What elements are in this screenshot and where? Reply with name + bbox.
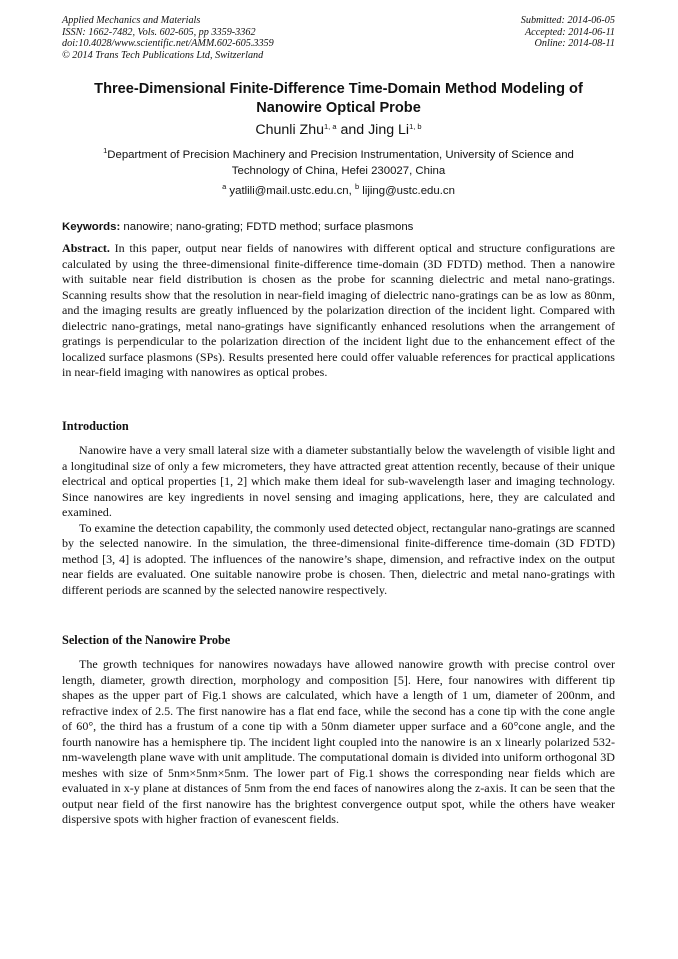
email-a-marker: a xyxy=(222,182,227,191)
abstract-text: In this paper, output near fields of nanowires with different optical and structure configurations are calculated by using the three-dimensional finite-difference time-domain (3D FDTD) method. Then a nanowire with suitable near field distribution is chosen as the probe for scanning dielectric and metal nano-gratings. Scanning results show that the resolution in near-field imaging of dielectric nano-gratings can be as low as 80nm, and the imaging results are greatly influenced by the polarization direction of the incident light. Compared with dielectric nano-gratings, metal nano-gratings have significantly enhanced resolutions when the arrangement of gratings is perpendicular to the polarization direction of the incident light due to the enhancement effect of the localized surface plasmons (SPs). Results presented here could offer valuable references for practical applications in near-field imaging with nanowires as optical probes. xyxy=(62,241,615,379)
issn-line: ISSN: 1662-7482, Vols. 602-605, pp 3359-3362 xyxy=(62,26,256,38)
author-list xyxy=(62,121,615,139)
abstract xyxy=(62,241,615,381)
selection-paragraph-1: The growth techniques for nanowires nowadays have allowed nanowire growth with precise control over length, diameter, growth direction, morphology and composition [5]. Here, four nanowires with different tip shapes as the upper part of Fig.1 shows are calculated, which have a length of 1 um, diameter of 200nm, and refractive index of 2.5. The first nanowire has a flat end face, while the second has a cone tip with the cone angle of 60°, the third has a frustum of a cone tip with a 50nm diameter upper surface and a 60°cone angle, and the fourth nanowire has a hemisphere tip. The incident light coupled into the nanowire is an x linearly polarized 532-nm-wavelength plane wave with unit amplitude. The computational domain is divided into uniform orthogonal 3D meshes with size of 5nm×5nm×5nm. The lower part of Fig.1 shows the corresponding near fields which are evaluated in x-y plane at distances of 5nm from the end faces of nanowires along the z-axis. It can be seen that the output near field of the first nanowire has the brightest convergence output spot, while the others have weaker dispersive spots with higher fraction of evanescent fields. xyxy=(62,657,615,826)
introduction-body xyxy=(62,443,615,598)
paper-title-line-1: Three-Dimensional Finite-Difference Time-Domain Method Modeling of xyxy=(94,81,583,97)
submitted-date: Submitted: 2014-06-05 xyxy=(520,15,615,26)
selection-body xyxy=(62,657,615,828)
email-a[interactable]: yatlili@mail.ustc.edu.cn, xyxy=(229,185,352,197)
keywords xyxy=(62,220,615,235)
paper-title-line-2: Nanowire Optical Probe xyxy=(256,100,421,116)
affiliation xyxy=(62,148,615,179)
affiliation-line-1: Department of Precision Machinery and Precision Instrumentation, University of Science and xyxy=(107,149,574,161)
introduction-heading: Introduction xyxy=(62,419,129,433)
keywords-text: nanowire; nano-grating; FDTD method; surface plasmons xyxy=(120,221,414,233)
publication-dates xyxy=(521,15,615,50)
accepted-date: Accepted: 2014-06-11 xyxy=(524,26,615,38)
doi-line: doi:10.4028/www.scientific.net/AMM.602-605.3359 xyxy=(62,38,274,49)
copyright-line: © 2014 Trans Tech Publications Ltd, Switzerland xyxy=(62,49,264,61)
journal-name: Applied Mechanics and Materials xyxy=(62,15,201,26)
keywords-label: Keywords: xyxy=(62,221,121,233)
selection-heading: Selection of the Nanowire Probe xyxy=(62,633,231,647)
email-b[interactable]: lijing@ustc.edu.cn xyxy=(362,185,455,197)
author-2-affil: 1, b xyxy=(409,122,422,131)
paper-title xyxy=(62,80,615,118)
author-conjunction: and xyxy=(336,122,369,138)
introduction-paragraph-1: Nanowire have a very small lateral size with a diameter substantially below the wavelength of visible light and a longitudinal size of only a few micrometers, they have attracted great attention recently, because of their unique electrical and optical properties [1, 2] which make them ideal for sub-wavelength laser and imaging technology. Since nanowires are key ingredients in novel sensing and imaging applications, here, they are calculated and examined. xyxy=(62,443,615,519)
author-2: Jing Li xyxy=(368,122,410,138)
email-b-marker: b xyxy=(354,182,360,191)
author-1-affil: 1, a xyxy=(324,122,337,131)
author-emails xyxy=(62,184,615,199)
online-date: Online: 2014-08-11 xyxy=(534,38,615,49)
author-1: Chunli Zhu xyxy=(255,122,324,138)
introduction-paragraph-2: To examine the detection capability, the commonly used detected object, rectangular nano-gratings are scanned by the selected nanowire. In the simulation, the three-dimensional finite-difference time-domain (3D FDTD) method [3, 4] is adopted. The influences of the nanowire’s shape, dimension, and refractive index on the output near fields are evaluated. One suitable nanowire probe is chosen. Then, dielectric and metal nano-gratings with different periods are scanned by the selected nanowire respectively. xyxy=(62,520,615,597)
affiliation-line-2: Technology of China, Hefei 230027, China xyxy=(231,164,446,177)
affiliation-marker: 1 xyxy=(103,146,108,155)
journal-info xyxy=(62,15,274,61)
abstract-label: Abstract. xyxy=(62,241,110,255)
